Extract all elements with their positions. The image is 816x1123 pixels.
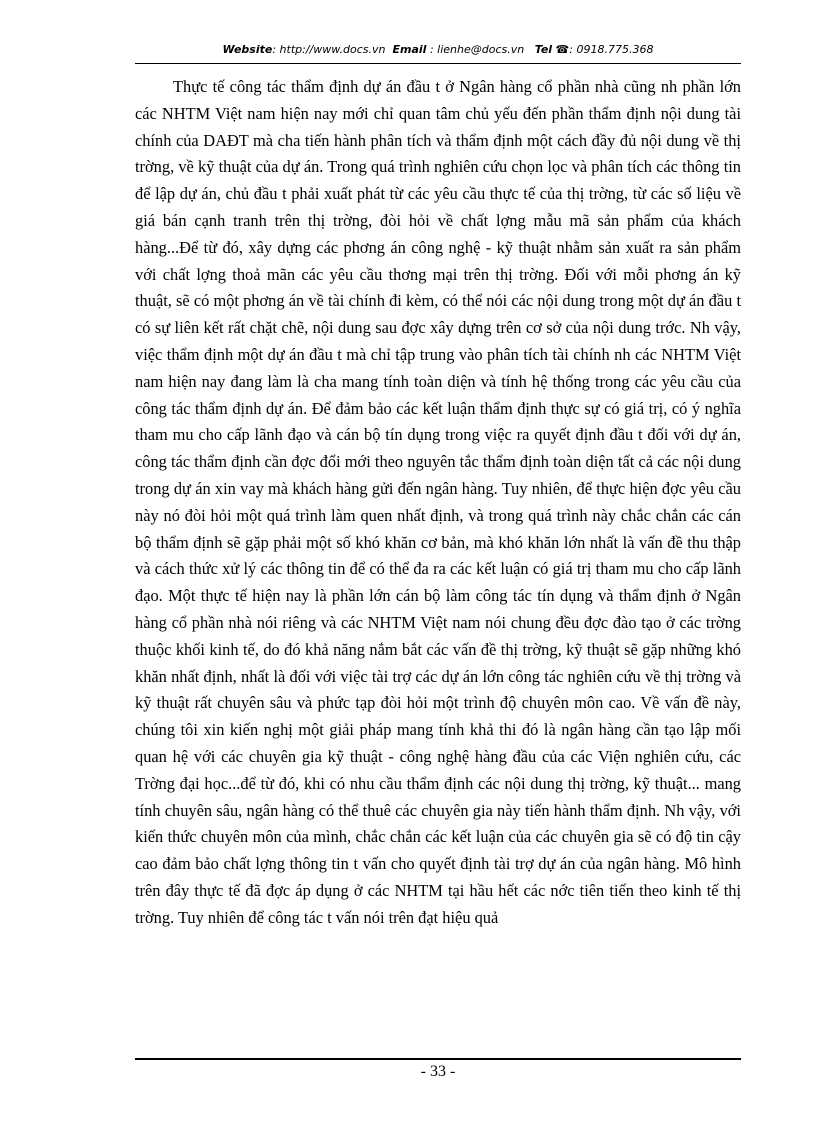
website-value: : http://www.docs.vn (272, 43, 386, 56)
tel-label: Tel (534, 43, 553, 56)
page-header (135, 42, 741, 58)
body-paragraph: Thực tế công tác thẩm định dự án đầu t ở Ngân hàng cổ phần nhà cũng nh phần lớn các NHTM Việt nam hiện nay mới chỉ quan tâm chủ yếu đến phần thẩm định nội dung tài chính của DAĐT mà cha tiến hành phân tích và thẩm định một cách đầy đủ nội dung về thị trờng, về kỹ thuật của dự án. Trong quá trình nghiên cứu chọn lọc và phân tích các thông tin để lập dự án, chủ đầu t phải xuất phát từ các yêu cầu thực tế của thị trờng, từ các số liệu về giá bán cạnh tranh trên thị trờng, đòi hỏi về chất lợng mẫu mã sản phẩm của khách hàng...Để từ đó, xây dựng các phơng án công nghệ - kỹ thuật nhằm sản xuất ra sản phẩm với chất lợng thoả mãn các yêu cầu thơng mại trên thị trờng. Đối với mỗi phơng án kỹ thuật, sẽ có một phơng án về tài chính đi kèm, có thể nói các nội dung trong một dự án đầu t có sự liên kết rất chặt chẽ, nội dung sau đợc xây dựng trên cơ sở của nội dung trớc. Nh vậy, việc thẩm định một dự án đầu t mà chỉ tập trung vào phân tích tài chính nh các NHTM Việt nam hiện nay đang làm là cha mang tính toàn diện và tính hệ thống trong các yêu cầu của công tác thẩm định dự án. Để đảm bảo các kết luận thẩm định thực sự có giá trị, có ý nghĩa tham mu cho cấp lãnh đạo và cán bộ tín dụng trong việc ra quyết định đầu t đối với dự án, công tác thẩm định cần đợc đổi mới theo nguyên tắc thẩm định toàn diện tất cả các nội dung trong dự án xin vay mà khách hàng gửi đến ngân hàng. Tuy nhiên, để thực hiện đợc yêu cầu này nó đòi hỏi một quá trình làm quen nhất định, và trong quá trình này chắc chắn các cán bộ thẩm định sẽ gặp phải một số khó khăn cơ bản, mà khó khăn lớn nhất là vấn đề thu thập và cách thức xử lý các thông tin để có thể đa ra các kết luận có giá trị tham mu cho cấp lãnh đạo. Một thực tế hiện nay là phần lớn cán bộ làm công tác tín dụng và thẩm định ở Ngân hàng cổ phần nhà nói riêng và các NHTM Việt nam nói chung đều đợc đào tạo ở các trờng thuộc khối kinh tế, do đó khả năng nắm bắt các vấn đề thị trờng, kỹ thuật sẽ gặp những khó khăn nhất định, nhất là đối với việc tài trợ các dự án lớn công tác nghiên cứu về thị trờng và kỹ thuật rất chuyên sâu và phức tạp đòi hỏi một trình độ chuyên môn cao. Về vấn đề này, chúng tôi xin kiến nghị một giải pháp mang tính khả thi đó là ngân hàng cần tạo lập mối quan hệ với các chuyên gia kỹ thuật - công nghệ hàng đầu của các Viện nghiên cứu, các Trờng đại học...để từ đó, khi có nhu cầu thẩm định các nội dung thị trờng, kỹ thuật... mang tính chuyên sâu, ngân hàng có thể thuê các chuyên gia này tiến hành thẩm định. Nh vậy, với kiến thức chuyên môn của mình, chắc chắn các kết luận của các chuyên gia sẽ có độ tin cậy cao đảm bảo chất lợng thông tin t vấn cho quyết định tài trợ dự án của ngân hàng. Mô hình trên đây thực tế đã đợc áp dụng ở các NHTM tại hầu hết các nớc tiên tiến theo kinh tế thị trờng. Tuy nhiên để công tác t vấn nói trên đạt hiệu quả (135, 77, 741, 927)
website-label: Website (222, 43, 273, 56)
email-label: Email (392, 43, 427, 56)
tel-value: ☎: 0918.775.368 (552, 43, 654, 56)
header-rule (135, 63, 741, 64)
footer-rule (135, 1058, 741, 1060)
body-text (135, 74, 741, 932)
page-number: - 33 - (420, 1063, 456, 1080)
email-value: : lienhe@docs.vn (426, 43, 525, 56)
